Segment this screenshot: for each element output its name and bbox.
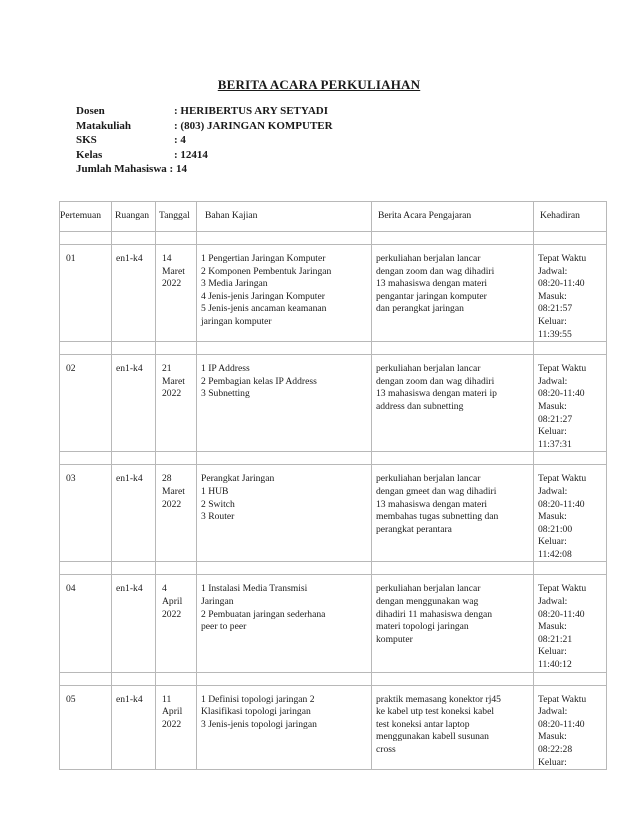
info-label: Dosen [76, 105, 105, 117]
cell-berita-acara [372, 685, 534, 770]
cell-ruangan: en1-k4 [112, 355, 156, 452]
row-spacer [60, 672, 607, 685]
spacer-cell [197, 672, 372, 685]
cell-bahan-kajian-line: 5 Jenis-jenis ancaman keamanan [201, 303, 327, 315]
cell-berita-acara-line: materi topologi jaringan [376, 621, 469, 633]
cell-tanggal-line: 2022 [162, 278, 182, 290]
cell-berita-acara-line: perangkat perantara [376, 523, 452, 535]
cell-tanggal [156, 575, 197, 672]
cell-bahan-kajian-line: 2 Switch [201, 498, 235, 510]
info-row-sks [76, 133, 333, 148]
cell-kehadiran-line: Keluar: [538, 536, 567, 548]
cell-tanggal [156, 355, 197, 452]
spacer-cell [197, 452, 372, 465]
cell-kehadiran [534, 575, 607, 672]
cell-tanggal-line: 11 [162, 693, 172, 705]
cell-tanggal-line: 21 [162, 363, 172, 375]
cell-bahan-kajian [197, 355, 372, 452]
cell-bahan-kajian-line: jaringan komputer [201, 315, 272, 327]
cell-pertemuan: 01 [60, 245, 112, 342]
cell-berita-acara-line: perkuliahan berjalan lancar [376, 583, 481, 595]
cell-kehadiran-line: Tepat Waktu [538, 363, 587, 375]
cell-tanggal-line: 2022 [162, 718, 182, 730]
cell-kehadiran-line: Jadwal: [538, 485, 568, 497]
spacer-cell [112, 672, 156, 685]
table-row [60, 245, 607, 342]
cell-berita-acara-line: 13 mahasiswa dengan materi [376, 278, 488, 290]
cell-berita-acara-line: 13 mahasiswa dengan materi [376, 498, 488, 510]
header-ruangan: Ruangan [112, 202, 156, 232]
spacer-cell [534, 672, 607, 685]
cell-kehadiran [534, 355, 607, 452]
cell-bahan-kajian-line: 4 Jenis-jenis Jaringan Komputer [201, 290, 325, 302]
cell-ruangan: en1-k4 [112, 575, 156, 672]
cell-kehadiran-line: 08:20-11:40 [538, 608, 585, 620]
table-row [60, 685, 607, 770]
cell-kehadiran-line: Jadwal: [538, 375, 568, 387]
cell-kehadiran-line: Keluar: [538, 756, 567, 768]
info-label: Matakuliah [76, 119, 132, 132]
spacer-cell [156, 342, 197, 355]
spacer-cell [372, 232, 534, 245]
header-bahan-kajian: Bahan Kajian [197, 202, 372, 232]
spacer-cell [197, 232, 372, 245]
cell-tanggal-line: 28 [162, 473, 172, 485]
cell-bahan-kajian-line: 1 IP Address [201, 363, 250, 375]
header-pertemuan: Pertemuan [60, 202, 112, 232]
info-row-jumlah-mahasiswa [76, 162, 333, 177]
cell-kehadiran-line: 11:37:31 [538, 438, 572, 450]
cell-tanggal-line: April [162, 706, 183, 718]
cell-kehadiran-line: Masuk: [538, 511, 567, 523]
spacer-cell [112, 562, 156, 575]
info-label: Jumlah Mahasiswa [76, 163, 167, 176]
cell-kehadiran-line: 08:20-11:40 [538, 498, 585, 510]
cell-kehadiran-line: Masuk: [538, 731, 567, 743]
spacer-cell [534, 562, 607, 575]
info-value: : 12414 [174, 148, 208, 161]
cell-berita-acara [372, 465, 534, 562]
cell-kehadiran-line: 08:20-11:40 [538, 718, 585, 730]
cell-berita-acara-line: dengan menggunakan wag [376, 596, 479, 608]
cell-berita-acara-line: dihadiri 11 mahasiswa dengan [376, 608, 493, 620]
spacer-cell [372, 452, 534, 465]
cell-kehadiran-line: 11:42:08 [538, 548, 572, 560]
info-row-kelas [76, 148, 333, 163]
cell-ruangan: en1-k4 [112, 685, 156, 770]
cell-kehadiran-line: Masuk: [538, 290, 567, 302]
cell-bahan-kajian [197, 575, 372, 672]
cell-tanggal-line: Maret [162, 375, 185, 387]
cell-kehadiran-line: Keluar: [538, 315, 567, 327]
cell-bahan-kajian-line: peer to peer [201, 621, 247, 633]
spacer-cell [60, 232, 112, 245]
cell-tanggal-line: 2022 [162, 608, 182, 620]
cell-berita-acara [372, 575, 534, 672]
cell-berita-acara-line: test koneksi antar laptop [376, 718, 470, 730]
spacer-cell [534, 342, 607, 355]
cell-kehadiran-line: Masuk: [538, 621, 567, 633]
spacer-cell [156, 452, 197, 465]
spacer-cell [112, 342, 156, 355]
cell-berita-acara-line: menggunakan kabell susunan [376, 731, 489, 743]
cell-kehadiran-line: Masuk: [538, 400, 567, 412]
cell-bahan-kajian-line: 1 Definisi topologi jaringan 2 [201, 693, 315, 705]
cell-pertemuan: 02 [60, 355, 112, 452]
course-info [76, 104, 333, 177]
cell-tanggal-line: Maret [162, 265, 185, 277]
cell-berita-acara [372, 355, 534, 452]
cell-bahan-kajian-line: 1 Pengertian Jaringan Komputer [201, 253, 326, 264]
cell-berita-acara-line: dengan zoom dan wag dihadiri [376, 375, 495, 387]
spacer-cell [112, 232, 156, 245]
cell-tanggal-line: 4 [162, 583, 167, 595]
table-body [60, 232, 607, 770]
cell-berita-acara-line: dengan zoom dan wag dihadiri [376, 265, 495, 277]
document-title: BERITA ACARA PERKULIAHAN [217, 77, 421, 92]
cell-kehadiran-line: 08:21:21 [538, 633, 573, 645]
info-value: : (803) JARINGAN KOMPUTER [174, 119, 333, 132]
cell-tanggal-line: 2022 [162, 388, 182, 400]
cell-tanggal [156, 245, 197, 342]
cell-kehadiran-line: 08:22:28 [538, 744, 573, 755]
cell-tanggal [156, 465, 197, 562]
cell-kehadiran-line: Keluar: [538, 426, 567, 438]
cell-berita-acara-line: komputer [376, 633, 413, 645]
cell-berita-acara-line: cross [376, 744, 396, 755]
cell-kehadiran-line: 08:20-11:40 [538, 278, 585, 290]
cell-bahan-kajian-line: 3 Router [201, 511, 235, 523]
cell-bahan-kajian-line: 2 Pembagian kelas IP Address [201, 375, 317, 387]
cell-kehadiran-line: 08:21:27 [538, 413, 573, 425]
cell-tanggal-line: Maret [162, 485, 185, 497]
cell-kehadiran [534, 685, 607, 770]
cell-pertemuan: 05 [60, 685, 112, 770]
cell-kehadiran-line: 08:21:00 [538, 523, 573, 535]
cell-ruangan: en1-k4 [112, 465, 156, 562]
spacer-cell [60, 342, 112, 355]
cell-kehadiran-line: Tepat Waktu [538, 473, 587, 485]
info-value: : HERIBERTUS ARY SETYADI [174, 105, 328, 117]
table-row [60, 465, 607, 562]
cell-bahan-kajian-line: 3 Media Jaringan [201, 278, 268, 290]
info-label: Kelas [76, 148, 103, 161]
cell-bahan-kajian-line: 2 Komponen Pembentuk Jaringan [201, 265, 332, 277]
cell-berita-acara-line: perkuliahan berjalan lancar [376, 253, 481, 264]
cell-berita-acara [372, 245, 534, 342]
cell-tanggal-line: 2022 [162, 498, 182, 510]
cell-bahan-kajian-line: 3 Jenis-jenis topologi jaringan [201, 718, 317, 730]
cell-pertemuan: 03 [60, 465, 112, 562]
cell-bahan-kajian-line: 2 Pembuatan jaringan sederhana [201, 608, 326, 620]
spacer-cell [372, 342, 534, 355]
cell-tanggal [156, 685, 197, 770]
spacer-cell [156, 562, 197, 575]
cell-berita-acara-line: address dan subnetting [376, 400, 464, 412]
cell-kehadiran-line: 11:39:55 [538, 328, 572, 340]
row-spacer [60, 562, 607, 575]
spacer-cell [60, 562, 112, 575]
cell-berita-acara-line: praktik memasang konektor rj45 [376, 693, 501, 705]
table-row [60, 575, 607, 672]
cell-kehadiran-line: Keluar: [538, 646, 567, 658]
spacer-cell [112, 452, 156, 465]
cell-bahan-kajian-line: 3 Subnetting [201, 388, 250, 400]
spacer-cell [534, 232, 607, 245]
cell-kehadiran [534, 465, 607, 562]
info-value: : 4 [174, 134, 186, 147]
cell-berita-acara-line: pengantar jaringan komputer [376, 290, 487, 302]
spacer-cell [534, 452, 607, 465]
info-value: : 14 [169, 163, 187, 176]
cell-berita-acara-line: dengan gmeet dan wag dihadiri [376, 485, 497, 497]
cell-tanggal-line: 14 [162, 253, 172, 264]
cell-bahan-kajian-line: Klasifikasi topologi jaringan [201, 706, 311, 718]
cell-berita-acara-line: perkuliahan berjalan lancar [376, 473, 481, 485]
spacer-cell [372, 672, 534, 685]
cell-bahan-kajian [197, 245, 372, 342]
cell-berita-acara-line: ke kabel utp test koneksi kabel [376, 706, 495, 718]
cell-kehadiran-line: Tepat Waktu [538, 253, 587, 264]
cell-tanggal-line: April [162, 596, 183, 608]
cell-bahan-kajian-line: Jaringan [201, 596, 234, 608]
cell-bahan-kajian-line: Perangkat Jaringan [201, 473, 275, 485]
spacer-cell [372, 562, 534, 575]
row-spacer [60, 452, 607, 465]
header-kehadiran: Kehadiran [534, 202, 607, 232]
table-header-row [60, 202, 607, 232]
cell-pertemuan: 04 [60, 575, 112, 672]
info-label: SKS [76, 134, 97, 147]
cell-kehadiran-line: Jadwal: [538, 265, 568, 277]
header-tanggal: Tanggal [156, 202, 197, 232]
spacer-cell [60, 452, 112, 465]
cell-berita-acara-line: membahas tugas subnetting dan [376, 511, 499, 523]
spacer-cell [197, 562, 372, 575]
row-spacer [60, 232, 607, 245]
info-row-dosen [76, 104, 333, 119]
cell-bahan-kajian-line: 1 HUB [201, 485, 229, 497]
cell-kehadiran-line: 11:40:12 [538, 659, 572, 671]
cell-kehadiran-line: Tepat Waktu [538, 693, 587, 705]
header-berita-acara: Berita Acara Pengajaran [372, 202, 534, 232]
spacer-cell [197, 342, 372, 355]
cell-kehadiran-line: 08:21:57 [538, 303, 573, 315]
cell-bahan-kajian [197, 465, 372, 562]
cell-bahan-kajian-line: 1 Instalasi Media Transmisi [201, 583, 308, 595]
spacer-cell [156, 672, 197, 685]
cell-kehadiran-line: 08:20-11:40 [538, 388, 585, 400]
lecture-report-table [59, 201, 607, 770]
cell-bahan-kajian [197, 685, 372, 770]
cell-kehadiran-line: Jadwal: [538, 596, 568, 608]
spacer-cell [156, 232, 197, 245]
info-row-matakuliah [76, 119, 333, 134]
cell-berita-acara-line: perkuliahan berjalan lancar [376, 363, 481, 375]
cell-kehadiran [534, 245, 607, 342]
row-spacer [60, 342, 607, 355]
cell-berita-acara-line: 13 mahasiswa dengan materi ip [376, 388, 497, 400]
cell-kehadiran-line: Tepat Waktu [538, 583, 587, 595]
table-row [60, 355, 607, 452]
cell-ruangan: en1-k4 [112, 245, 156, 342]
cell-berita-acara-line: dan perangkat jaringan [376, 303, 464, 315]
cell-kehadiran-line: Jadwal: [538, 706, 568, 718]
spacer-cell [60, 672, 112, 685]
